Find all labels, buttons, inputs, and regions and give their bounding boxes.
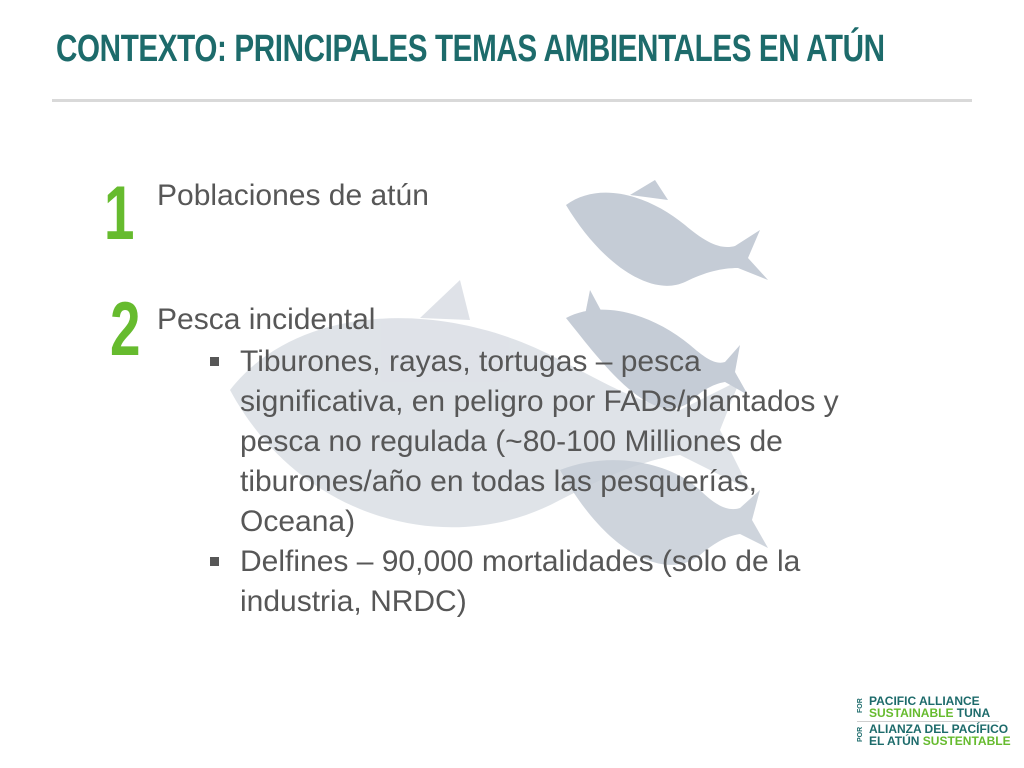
bullet-item: [208, 542, 858, 622]
logo-es-el-atun: EL ATÚN: [869, 734, 920, 748]
item-label-poblaciones: Poblaciones de atún: [157, 179, 429, 212]
bullet-text: Tiburones, rayas, tortugas – pesca significativa, en peligro por FADs/plantados y pesca no regulada (~80-100 Milliones de tiburones/año en todas las pesquerías, Oceana): [240, 345, 839, 538]
item-number-2: 2: [110, 287, 141, 372]
logo-en-line1: PACIFIC ALLIANCE: [869, 694, 980, 708]
logo: [857, 694, 1011, 750]
bullet-square-icon: [210, 557, 219, 566]
logo-en-line2: [869, 707, 990, 719]
logo-es-sustentable: SUSTENTABLE: [922, 734, 1011, 748]
logo-english: [857, 694, 1007, 722]
bullet-text: Delfines – 90,000 mortalidades (solo de la industria, NRDC): [240, 545, 801, 618]
bullet-square-icon: [210, 357, 219, 366]
bullet-list: [208, 342, 858, 622]
item-label-pesca-incidental: Pesca incidental: [157, 303, 376, 336]
logo-en-sustainable: SUSTAINABLE: [869, 706, 954, 720]
logo-prefix-es: POR: [857, 726, 864, 742]
logo-en-tuna: TUNA: [956, 706, 991, 720]
logo-spanish: [857, 722, 1011, 750]
slide-title: CONTEXTO: PRINCIPALES TEMAS AMBIENTALES EN ATÚN: [56, 28, 885, 70]
fish-icon-top: [566, 180, 768, 286]
bullet-item: [208, 342, 858, 542]
item-number-1: 1: [104, 171, 135, 256]
logo-es-line2: [869, 735, 1011, 747]
logo-prefix-en: FOR: [857, 698, 864, 714]
logo-es-line1: ALIANZA DEL PACÍFICO: [869, 722, 1009, 736]
